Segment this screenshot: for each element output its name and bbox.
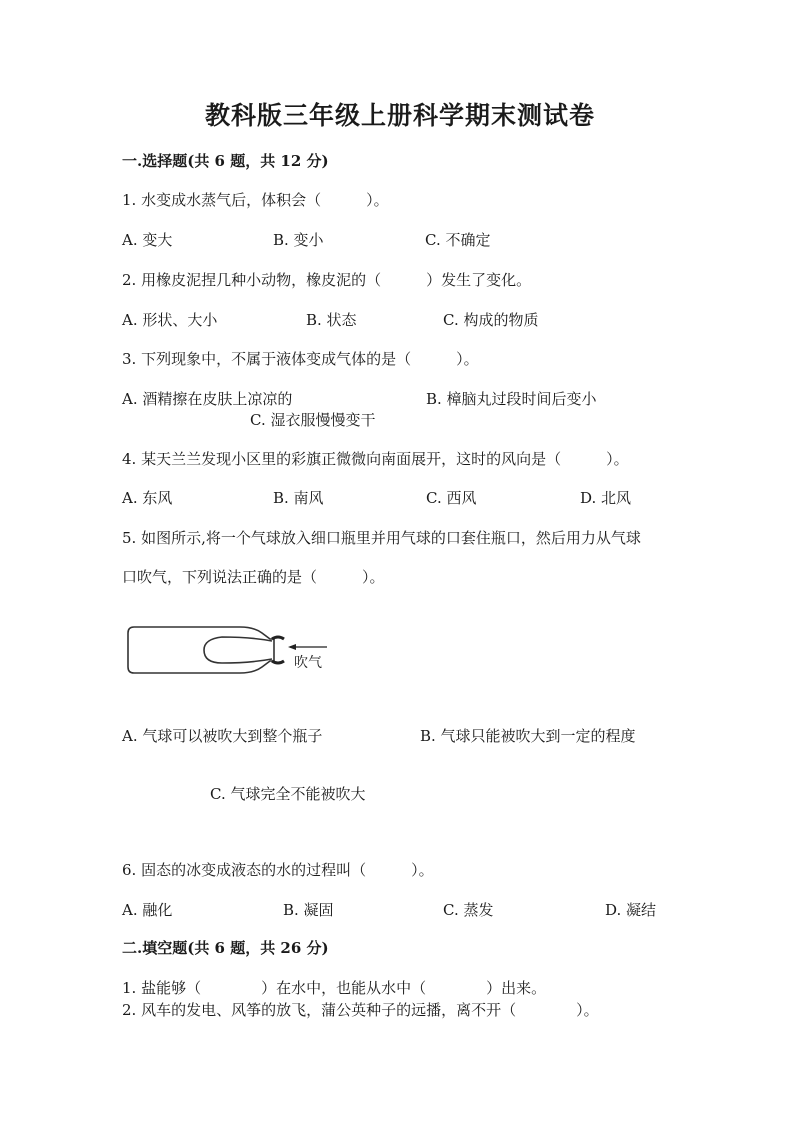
fill-question-1: 1. 盐能够（ ）在水中，也能从水中（ ）出来。	[122, 979, 547, 997]
question-1: 1. 水变成水蒸气后，体积会（ ）。	[122, 191, 389, 209]
option-a: A. 酒精擦在皮肤上凉凉的	[122, 390, 293, 408]
arrow-head	[288, 644, 296, 650]
option-c: C. 西风	[426, 489, 477, 507]
page-title: 教科版三年级上册科学期末测试卷	[204, 101, 595, 130]
option-c: C. 蒸发	[443, 901, 494, 919]
option-a: A. 融化	[122, 901, 173, 919]
question-5-line-2: 口吹气，下列说法正确的是（ ）。	[122, 568, 385, 586]
question-5-line-1: 5. 如图所示,将一个气球放入细口瓶里并用气球的口套住瓶口，然后用力从气球	[122, 529, 641, 547]
option-b: B. 状态	[306, 311, 357, 329]
option-c: C. 不确定	[425, 231, 491, 249]
option-b: B. 樟脑丸过段时间后变小	[426, 390, 597, 408]
option-d: D. 凝结	[605, 901, 657, 919]
option-a: A. 变大	[122, 231, 173, 249]
option-a: A. 东风	[122, 489, 173, 507]
section-heading-choice: 一.选择题(共 6 题，共 12 分)	[122, 152, 329, 170]
option-b: B. 凝固	[283, 901, 334, 919]
balloon-neck-top	[272, 637, 284, 639]
option-c: C. 构成的物质	[443, 311, 539, 329]
option-b: B. 气球只能被吹大到一定的程度	[420, 727, 636, 745]
option-a: A. 形状、大小	[122, 311, 218, 329]
option-b: B. 南风	[273, 489, 324, 507]
option-c: C. 气球完全不能被吹大	[210, 785, 366, 803]
balloon-bottle-figure	[122, 617, 352, 687]
fill-question-2: 2. 风车的发电、风筝的放飞，蒲公英种子的远播，离不开（ ）。	[122, 1001, 599, 1019]
figure-label: 吹气	[294, 655, 322, 671]
option-b: B. 变小	[273, 231, 324, 249]
option-c: C. 湿衣服慢慢变干	[250, 411, 376, 429]
question-6: 6. 固态的冰变成液态的水的过程叫（ ）。	[122, 861, 434, 879]
balloon-neck-bottom	[272, 661, 284, 663]
section-heading-fill-in: 二.填空题(共 6 题，共 26 分)	[122, 939, 329, 957]
question-3: 3. 下列现象中，不属于液体变成气体的是（ ）。	[122, 350, 479, 368]
question-4: 4. 某天兰兰发现小区里的彩旗正微微向南面展开，这时的风向是（ ）。	[122, 450, 629, 468]
balloon-shape	[204, 637, 272, 663]
question-2: 2. 用橡皮泥捏几种小动物，橡皮泥的（ ）发生了变化。	[122, 271, 532, 289]
option-a: A. 气球可以被吹大到整个瓶子	[122, 727, 323, 745]
bottle-shape	[128, 627, 274, 673]
option-d: D. 北风	[580, 489, 632, 507]
